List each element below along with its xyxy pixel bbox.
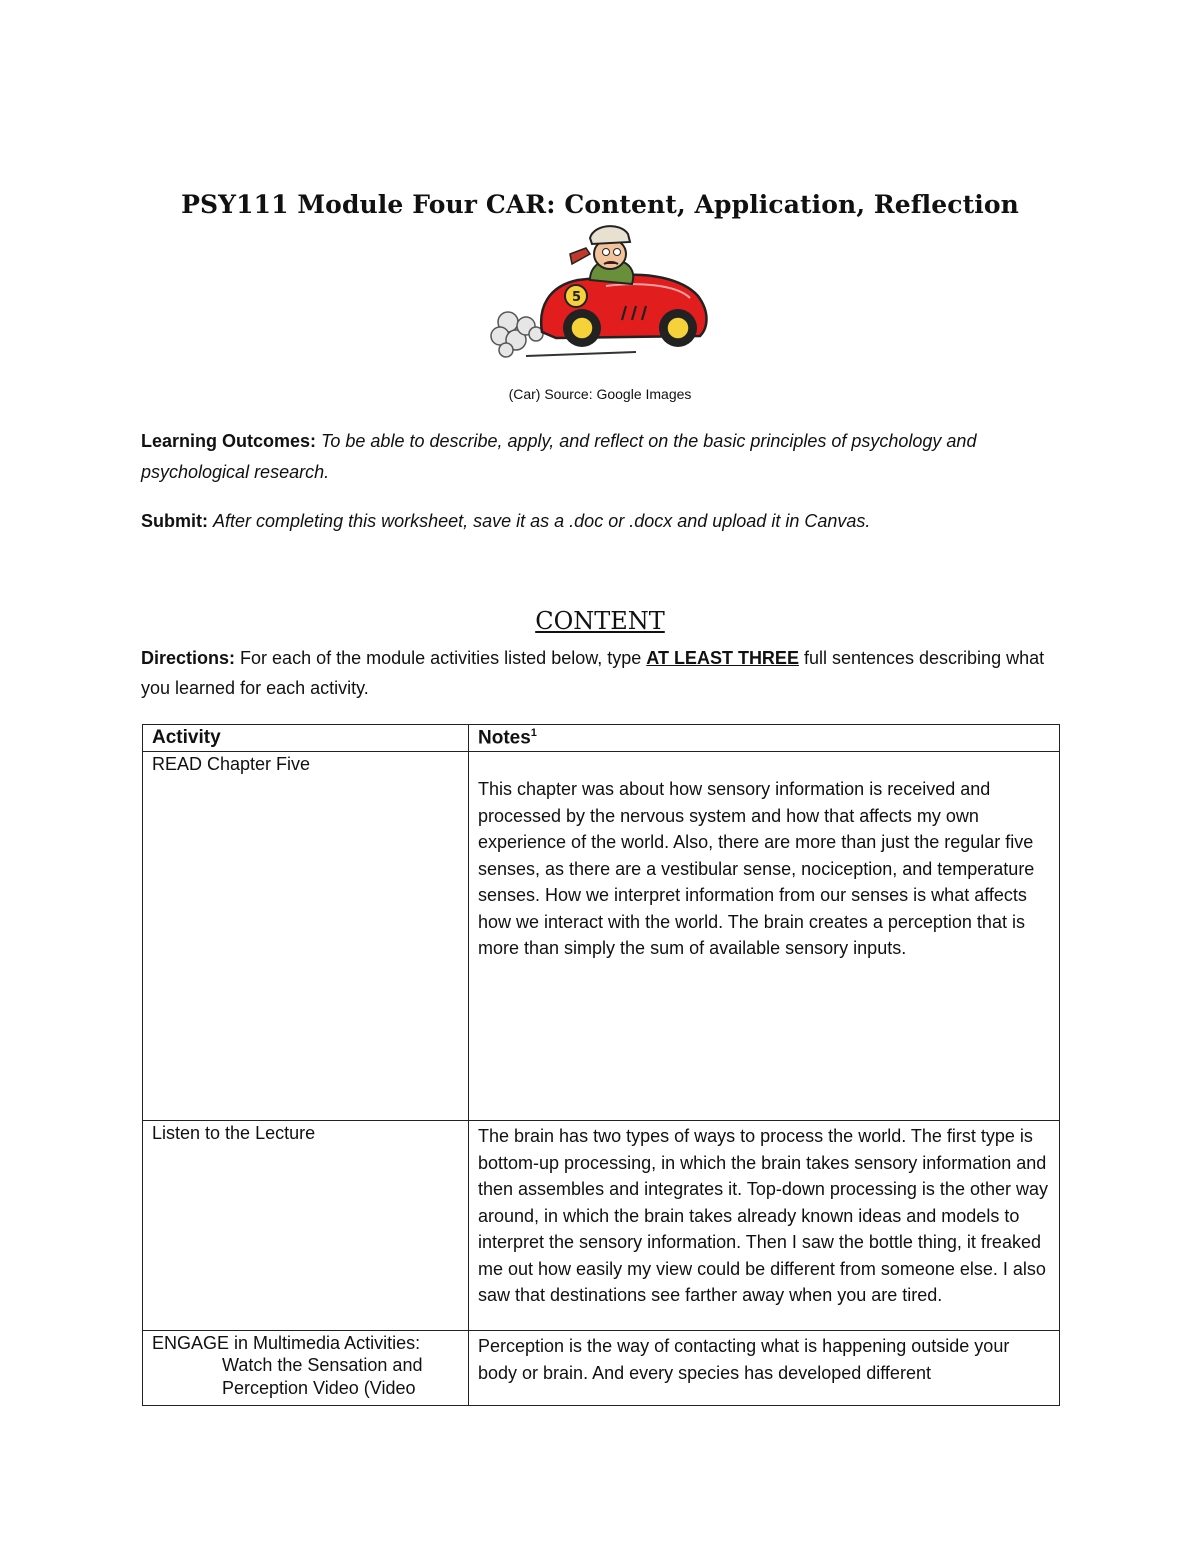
notes-column-header [469, 725, 1060, 752]
activity-sub-item: Watch the Sensation and Perception Video (Video [222, 1355, 423, 1398]
notes-cell: Perception is the way of contacting what is happening outside your body or brain. And every species has developed different [469, 1331, 1060, 1406]
notes-cell [469, 752, 1060, 1121]
table-row [143, 1121, 1060, 1331]
submit-instructions [141, 506, 1061, 537]
svg-text:5: 5 [572, 290, 582, 305]
table-row [143, 1331, 1060, 1406]
content-heading: CONTENT [535, 607, 665, 635]
notes-footnote-marker: 1 [530, 727, 537, 739]
activity-cell: Listen to the Lecture [143, 1121, 469, 1331]
activity-label: ENGAGE in Multimedia Activities: [152, 1333, 421, 1353]
document-title: PSY111 Module Four CAR: Content, Application, Reflection [181, 190, 1019, 219]
table-row [143, 752, 1060, 1121]
activities-table [142, 724, 1060, 1406]
image-caption: (Car) Source: Google Images [508, 386, 692, 402]
race-car-illustration [486, 224, 714, 362]
directions-emphasis: AT LEAST THREE [646, 648, 799, 668]
notes-header-label: Notes [478, 727, 531, 749]
learning-outcomes-label: Learning Outcomes: [141, 431, 317, 451]
learning-outcomes [141, 426, 1061, 488]
notes-cell: The brain has two types of ways to process the world. The first type is bottom-up processing, in which the brain takes sensory information and then assembles and integrates it. Top-down processing is the other way around, in which the brain takes already known ideas and models to interpret the sensory information. Then I saw the bottle thing, it freaked me out how easily my view could be different from someone else. I also saw that destinations see farther away when you are tired. [469, 1121, 1060, 1331]
activity-column-header: Activity [143, 725, 469, 752]
directions-text-after: full sentences describing what you learned for each activity. [141, 648, 1045, 698]
activity-cell: READ Chapter Five [143, 752, 469, 1121]
activity-cell [143, 1331, 469, 1406]
submit-text: After completing this worksheet, save it as a .doc or .docx and upload it in Canvas. [213, 511, 871, 531]
notes-text: This chapter was about how sensory information is received and processed by the nervous system and how that affects my own experience of the world. Also, there are more than just the regular five senses, as there are a vestibular sense, nociception, and temperature senses. How we interpret information from our senses is what affects how we interact with the world. The brain creates a perception that is more than simply the sum of available sensory inputs. [478, 779, 1035, 958]
directions-text-before: For each of the module activities listed below, type [240, 648, 642, 668]
learning-outcomes-text: To be able to describe, apply, and reflect on the basic principles of psychology and psychological research. [141, 431, 977, 482]
table-header-row [143, 725, 1060, 752]
directions [141, 643, 1061, 703]
submit-label: Submit: [141, 511, 208, 531]
directions-label: Directions: [141, 648, 236, 668]
